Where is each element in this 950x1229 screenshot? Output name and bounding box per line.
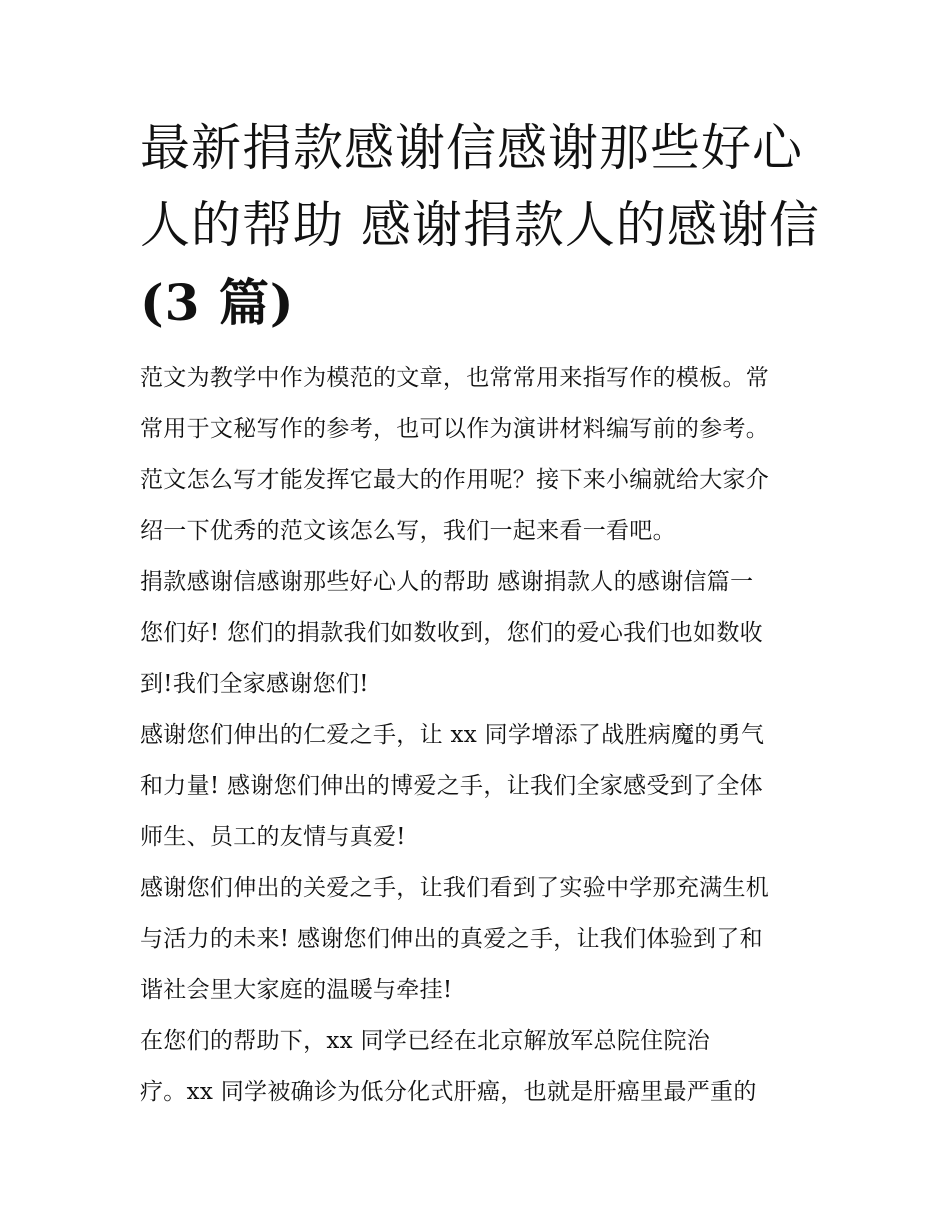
body-line: 疗。xx 同学被确诊为低分化式肝癌，也就是肝癌里最严重的 bbox=[140, 1079, 757, 1105]
body-line: 到!我们全家感谢您们! bbox=[140, 671, 369, 697]
body-line: 感谢您们伸出的仁爱之手，让 xx 同学增添了战胜病魔的勇气 bbox=[140, 722, 765, 748]
body-line: 范文怎么写才能发挥它最大的作用呢？接下来小编就给大家介 bbox=[140, 467, 770, 493]
body-line: 捐款感谢信感谢那些好心人的帮助 感谢捐款人的感谢信篇一 bbox=[140, 569, 754, 595]
title-line-2: 人的帮助 感谢捐款人的感谢信 bbox=[140, 196, 820, 254]
body-line: 和力量! 感谢您们伸出的博爱之手，让我们全家感受到了全体 bbox=[140, 773, 763, 799]
body-line: 师生、员工的友情与真爱! bbox=[140, 824, 406, 850]
body-line: 谐社会里大家庭的温暖与牵挂! bbox=[140, 977, 453, 1003]
body-line: 在您们的帮助下，xx 同学已经在北京解放军总院住院治 bbox=[140, 1028, 711, 1054]
body-line: 绍一下优秀的范文该怎么写，我们一起来看一看吧。 bbox=[140, 518, 676, 544]
body-line: 您们好! 您们的捐款我们如数收到，您们的爱心我们也如数收 bbox=[140, 620, 763, 646]
body-line: 范文为教学中作为模范的文章，也常常用来指写作的模板。常 bbox=[140, 365, 770, 391]
title-line-1: 最新捐款感谢信感谢那些好心 bbox=[140, 119, 803, 177]
body-line: 感谢您们伸出的关爱之手，让我们看到了实验中学那充满生机 bbox=[140, 875, 770, 901]
document-content bbox=[140, 110, 820, 1118]
document-title bbox=[140, 110, 820, 341]
title-line-3: (3 篇) bbox=[140, 273, 295, 332]
body-line: 常用于文秘写作的参考，也可以作为演讲材料编写前的参考。 bbox=[140, 416, 770, 442]
document-body bbox=[140, 353, 820, 1118]
body-line: 与活力的未来! 感谢您们伸出的真爱之手，让我们体验到了和 bbox=[140, 926, 763, 952]
